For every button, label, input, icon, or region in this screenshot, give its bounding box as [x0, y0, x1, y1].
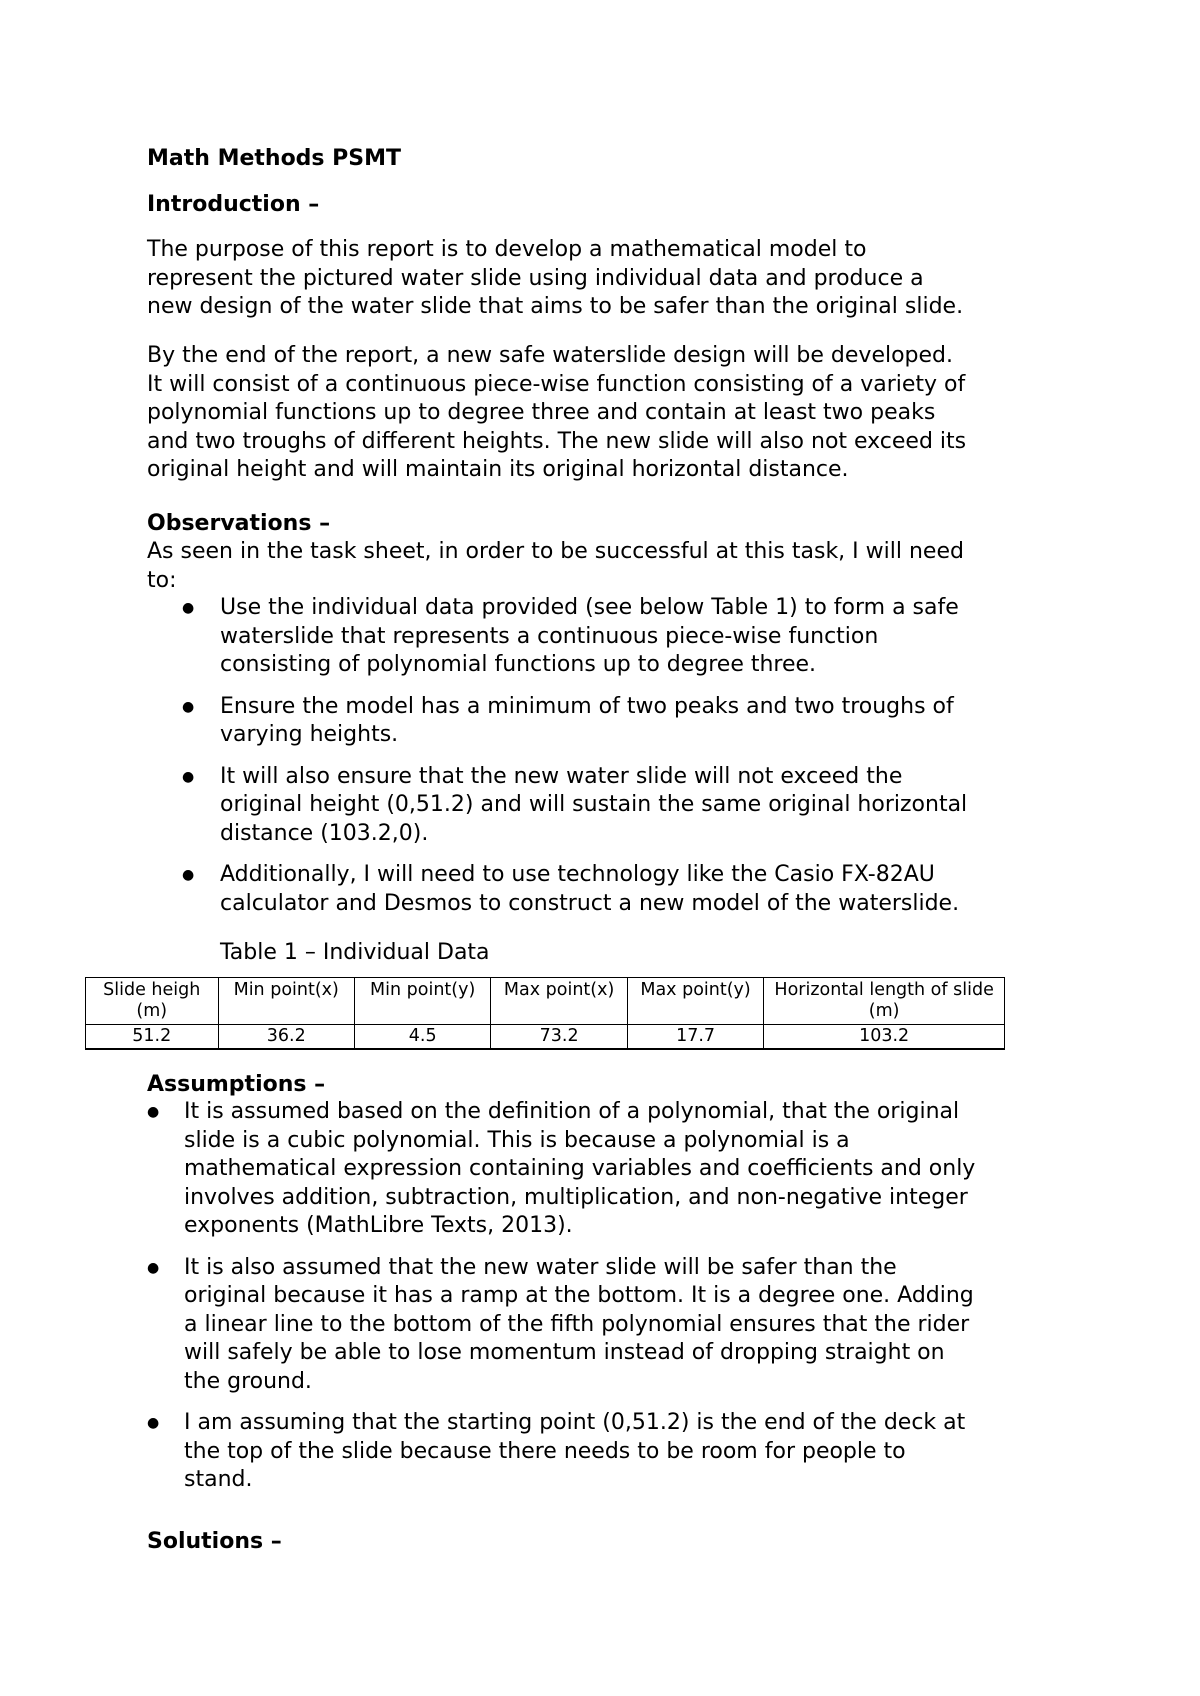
table-cell: 103.2: [764, 1025, 1005, 1050]
text-line: Additionally, I will need to use technology like the Casio FX-82AU: [220, 862, 935, 887]
observations-bullet-list: [147, 594, 967, 931]
text-line: It is assumed based on the definition of a polynomial, that the original: [184, 1099, 960, 1124]
table-cell: 73.2: [491, 1025, 627, 1050]
text-line: original because it has a ramp at the bottom. It is a degree one. Adding: [184, 1283, 974, 1308]
list-item: [147, 861, 967, 918]
text-line: consisting of polynomial functions up to degree three.: [220, 652, 817, 677]
text-line: involves addition, subtraction, multiplication, and non-negative integer: [184, 1184, 968, 1210]
observations-lead: [147, 538, 964, 595]
table-cell: 36.2: [218, 1025, 354, 1050]
text-line: mathematical expression containing variables and coefficients and only: [184, 1156, 976, 1181]
table-cell: 51.2: [86, 1025, 219, 1050]
text-line: By the end of the report, a new safe waterslide design will be developed.: [147, 343, 954, 368]
assumptions-bullet-list: [147, 1098, 975, 1508]
text-line: original height and will maintain its original horizontal distance.: [147, 457, 849, 482]
table-cell: 17.7: [627, 1025, 763, 1050]
bullet-icon: ●: [182, 867, 195, 883]
text-line: polynomial functions up to degree three and contain at least two peaks: [147, 400, 936, 425]
table-header-cell: Min point(y): [354, 978, 490, 1025]
text-line: Use the individual data provided (see below Table 1) to form a safe: [220, 595, 959, 620]
text-line: and two troughs of different heights. The new slide will also not exceed its: [147, 428, 967, 454]
table-header-row: [86, 978, 1005, 1025]
table-header-cell: Max point(y): [627, 978, 763, 1025]
text-line: the top of the slide because there needs to be room for people to: [184, 1438, 906, 1464]
bullet-icon: ●: [182, 600, 195, 616]
text-line: slide is a cubic polynomial. This is because a polynomial is a: [184, 1127, 850, 1153]
text-line: represent the pictured water slide using individual data and produce a: [147, 265, 924, 291]
text-line: new design of the water slide that aims to be safer than the original slide.: [147, 294, 964, 319]
list-item: [147, 594, 967, 680]
list-item: [147, 763, 967, 849]
text-line: I am assuming that the starting point (0,51.2) is the end of the deck at: [184, 1410, 966, 1435]
text-line: As seen in the task sheet, in order to be successful at this task, I will need: [147, 539, 964, 564]
text-line: exponents (MathLibre Texts, 2013).: [184, 1213, 573, 1238]
bullet-icon: ●: [182, 698, 195, 715]
table-row: [86, 1025, 1005, 1050]
text-line: It will consist of a continuous piece-wise function consisting of a variety of: [147, 371, 966, 397]
text-line: distance (103.2,0).: [220, 820, 429, 846]
introduction-heading: Introduction –: [147, 192, 320, 217]
text-line: stand.: [184, 1467, 253, 1492]
text-line: will safely be able to lose momentum instead of dropping straight on: [184, 1340, 945, 1365]
solutions-heading: Solutions –: [147, 1529, 282, 1554]
table-cell: 4.5: [354, 1025, 490, 1050]
table-header-cell: Max point(x): [491, 978, 627, 1025]
document-title: Math Methods PSMT: [147, 146, 402, 171]
text-line: It will also ensure that the new water slide will not exceed the: [220, 763, 903, 789]
bullet-icon: ●: [182, 768, 195, 785]
list-item: [147, 693, 967, 750]
introduction-paragraph-2: [147, 342, 966, 485]
individual-data-table: [85, 977, 1005, 1050]
table-header-cell: Min point(x): [218, 978, 354, 1025]
text-line: a linear line to the bottom of the fifth polynomial ensures that the rider: [184, 1311, 970, 1337]
assumptions-heading: Assumptions –: [147, 1072, 326, 1097]
text-line: waterslide that represents a continuous piece-wise function: [220, 623, 879, 649]
list-item: [147, 1098, 975, 1241]
text-line: The purpose of this report is to develop a mathematical model to: [147, 237, 867, 262]
bullet-icon: ●: [147, 1415, 160, 1431]
table-header-cell: Slide heigh (m): [86, 978, 219, 1025]
observations-heading: Observations –: [147, 511, 331, 536]
bullet-icon: ●: [147, 1104, 160, 1120]
list-item: [147, 1254, 975, 1397]
text-line: varying heights.: [220, 722, 399, 747]
text-line: original height (0,51.2) and will sustain the same original horizontal: [220, 792, 968, 817]
text-line: It is also assumed that the new water slide will be safer than the: [184, 1254, 897, 1280]
text-line: to:: [147, 567, 177, 593]
table-caption: Table 1 – Individual Data: [220, 940, 490, 965]
list-item: [147, 1409, 975, 1495]
introduction-paragraph-1: [147, 236, 963, 322]
bullet-icon: ●: [147, 1259, 160, 1276]
table-header-cell: Horizontal length of slide (m): [764, 978, 1005, 1025]
text-line: Ensure the model has a minimum of two peaks and two troughs of: [220, 693, 954, 719]
text-line: the ground.: [184, 1368, 312, 1394]
text-line: calculator and Desmos to construct a new model of the waterslide.: [220, 890, 960, 916]
